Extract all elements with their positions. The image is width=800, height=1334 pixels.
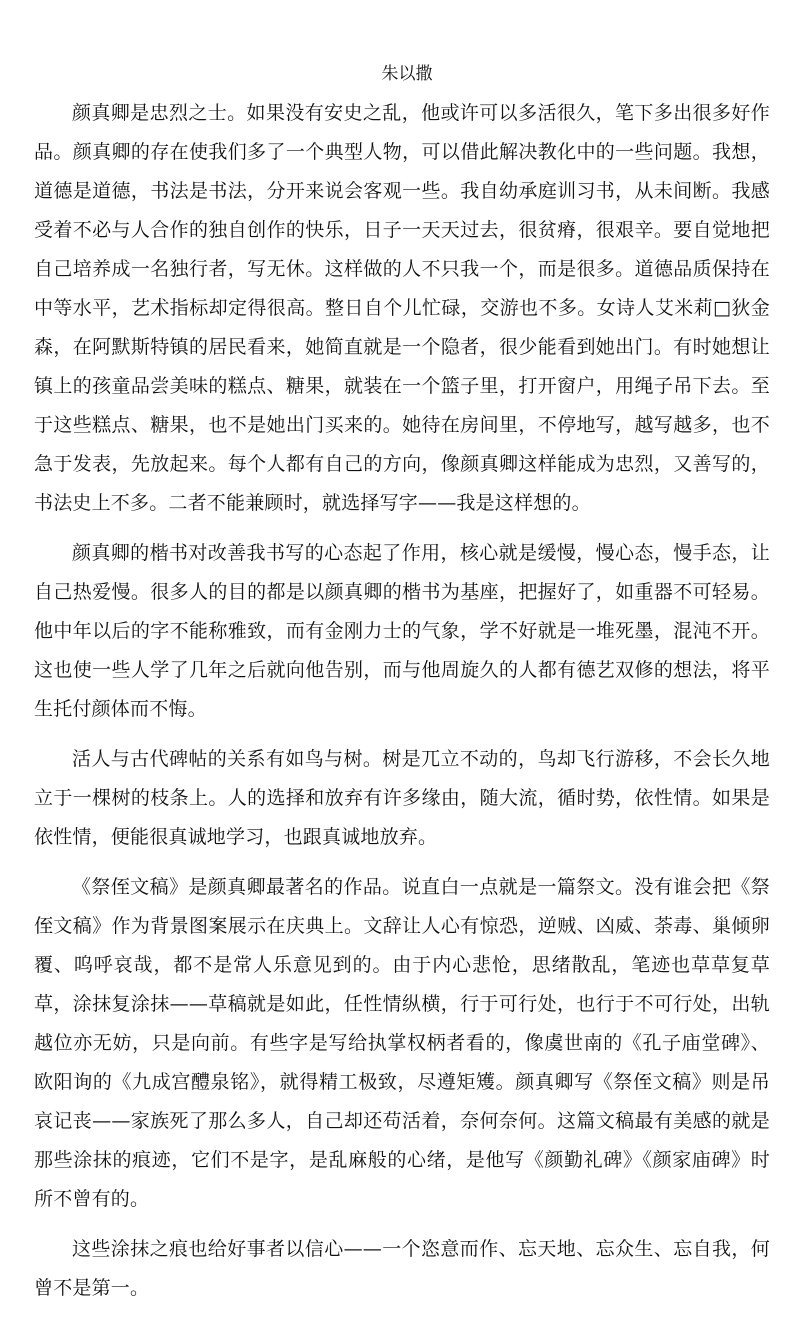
paragraph-4: 《祭侄文稿》是颜真卿最著名的作品。说直白一点就是一篇祭文。没有谁会把《祭侄文稿》作为背景图案展示在庆典上。文辞让人心有惊恐，逆贼、凶威、荼毒、巢倾卵覆、呜呼哀哉，都不是常人乐意见到的。由于内心悲怆，思绪散乱，笔迹也草草复草草，涂抹复涂抹——草稿就是如此，任性情纵横，行于可行处，也行于不可行处，出轨越位亦无妨，只是向前。有些字是写给执掌权柄者看的，像虞世南的《孔子庙堂碑》、欧阳询的《九成宫醴泉铭》，就得精工极致，尽遵矩矱。颜真卿写《祭侄文稿》则是吊哀记丧——家族死了那么多人，自己却还苟活着，奈何奈何。这篇文稿最有美感的就是那些涂抹的痕迹，它们不是字，是乱麻般的心绪，是他写《颜勤礼碑》《颜家庙碑》时所不曾有的。 bbox=[34, 876, 770, 1210]
author-name: 朱以撒 bbox=[381, 64, 433, 84]
paragraph-3: 活人与古代碑帖的关系有如鸟与树。树是兀立不动的，鸟却飞行游移，不会长久地立于一棵树的枝条上。人的选择和放弃有许多缘由，随大流，循时势，依性情。如果是依性情，便能很真诚地学习，也跟真诚地放弃。 bbox=[34, 748, 770, 848]
paragraph-2: 颜真卿的楷书对改善我书写的心态起了作用，核心就是缓慢，慢心态，慢手态，让自己热爱慢。很多人的目的都是以颜真卿的楷书为基座，把握好了，如重器不可轻易。他中年以后的字不能称雅致，而有金刚力士的气象，学不好就是一堆死墨，混沌不开。这也使一些人学了几年之后就向他告别，而与他周旋久的人都有德艺双修的想法，将平生托付颜体而不悔。 bbox=[34, 542, 770, 720]
paragraph-5: 这些涂抹之痕也给好事者以信心——一个恣意而作、忘天地、忘众生、忘自我，何曾不是第一。 bbox=[34, 1238, 770, 1299]
paragraph-1: 颜真卿是忠烈之士。如果没有安史之乱，他或许可以多活很久，笔下多出很多好作品。颜真卿的存在使我们多了一个典型人物，可以借此解决教化中的一些问题。我想，道德是道德，书法是书法，分开来说会客观一些。我自幼承庭训习书，从未间断。我感受着不必与人合作的独自创作的快乐，日子一天天过去，很贫瘠，很艰辛。要自觉地把自己培养成一名独行者，写无休。这样做的人不只我一个，而是很多。道德品质保持在中等水平，艺术指标却定得很高。整日自个儿忙碌，交游也不多。女诗人艾米莉□狄金森，在阿默斯特镇的居民看来，她简直就是一个隐者，很少能看到她出门。有时她想让镇上的孩童品尝美味的糕点、糖果，就装在一个篮子里，打开窗户，用绳子吊下去。至于这些糕点、糖果，也不是她出门买来的。她待在房间里，不停地写，越写越多，也不急于发表，先放起来。每个人都有自己的方向，像颜真卿这样能成为忠烈，又善写的，书法史上不多。二者不能兼顾时，就选择写字——我是这样想的。 bbox=[34, 102, 770, 514]
